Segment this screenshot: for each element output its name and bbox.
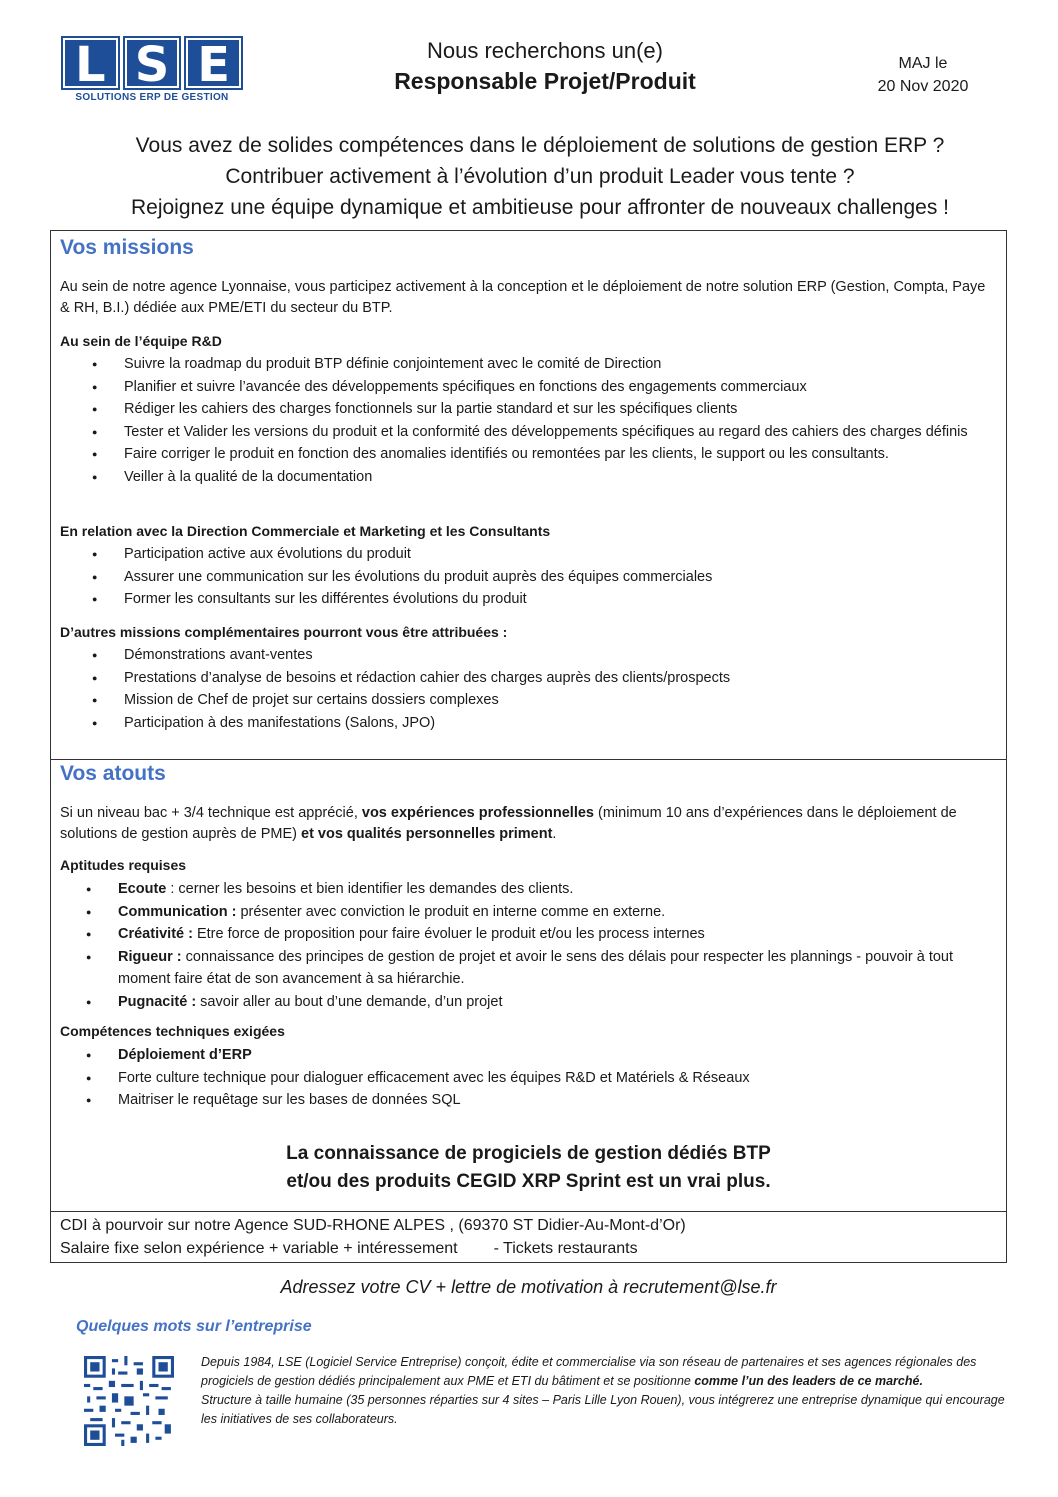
- maj-date: 20 Nov 2020: [877, 78, 969, 95]
- other-missions-list: [92, 644, 997, 734]
- logo-tagline: SOLUTIONS ERP DE GESTION: [75, 92, 229, 103]
- list-item: ● Pugnacité : savoir aller au bout d’une demande, d’un projet: [86, 991, 986, 1014]
- intro-block: [60, 130, 1020, 223]
- update-date: [858, 52, 988, 98]
- logo-letter-l: L: [61, 36, 120, 90]
- competences-heading: Compétences techniques exigées: [60, 1023, 285, 1039]
- list-item: ● Tester et Valider les versions du produit et la conformité des développements spécifiques au regard des cahiers des charges définis: [92, 421, 997, 444]
- title-line-1: Nous recherchons un(e): [426, 38, 663, 63]
- list-item: ● Mission de Chef de projet sur certains dossiers complexes: [92, 689, 997, 712]
- list-item: ● Déploiement d’ERP: [86, 1044, 986, 1067]
- about-paragraph: Structure à taille humaine (35 personnes réparties sur 4 sites – Paris Lille Lyon Rouen), vous intégrerez une entreprise dynamique qui encourage les initiatives de ses collaborateurs.: [201, 1393, 1005, 1426]
- job-title: Responsable Projet/Produit: [394, 68, 696, 94]
- list-item: ● Prestations d’analyse de besoins et rédaction cahier des charges auprès des clients/prospects: [92, 667, 997, 690]
- list-item: ● Rigueur : connaissance des principes de gestion de projet et avoir le sens des délais pour respecter les plannings - pouvoir à tout moment faire état de son avancement à sa hiérarchie.: [86, 946, 986, 991]
- atouts-intro: Si un niveau bac + 3/4 technique est apprécié, vos expériences professionnelles (minimum 10 ans d’expériences dans le déploiement de solutions de gestion auprès de PME) et vos qualités personnelles priment.: [60, 805, 957, 842]
- list-item: ● Rédiger les cahiers des charges fonctionnels sur la partie standard et sur les spécifiques clients: [92, 398, 997, 421]
- highlight-note: La connaissance de progiciels de gestion dédiés BTP et/ou des produits CEGID XRP Sprint est un vrai plus.: [286, 1143, 771, 1192]
- contract-salary: Salaire fixe selon expérience + variable + intéressement - Tickets restaurants: [60, 1240, 638, 1257]
- list-item: ● Forte culture technique pour dialoguer efficacement avec les équipes R&D et Matériels & Réseaux: [86, 1067, 986, 1090]
- list-item: ● Veiller à la qualité de la documentation: [92, 466, 997, 489]
- about-paragraph: Depuis 1984, LSE (Logiciel Service Entreprise) conçoit, édite et commercialise via son réseau de partenaires et ses agences régionales des progiciels de gestion dédiés principalement aux PME et ETI du bâtiment et se positionne comme l’un des leaders de ce marché.: [201, 1355, 977, 1388]
- company-logo: [61, 36, 243, 104]
- list-item: ● Ecoute : cerner les besoins et bien identifier les demandes des clients.: [86, 878, 986, 901]
- qr-code-icon[interactable]: [84, 1356, 174, 1446]
- section-divider: [50, 1211, 1007, 1212]
- list-item: ● Suivre la roadmap du produit BTP définie conjointement avec le comité de Direction: [92, 353, 997, 376]
- job-title-block: [380, 38, 710, 95]
- logo-letter-s: S: [123, 36, 182, 90]
- atouts-title: Vos atouts: [60, 762, 166, 785]
- contract-location: CDI à pourvoir sur notre Agence SUD-RHONE ALPES , (69370 ST Didier-Au-Mont-d’Or): [60, 1217, 686, 1234]
- other-missions-heading: D’autres missions complémentaires pourront vous être attribuées :: [60, 624, 508, 640]
- list-item: ● Faire corriger le produit en fonction des anomalies identifiés ou remontées par les clients, le support ou les consultants.: [92, 443, 997, 466]
- intro-line: Rejoignez une équipe dynamique et ambitieuse pour affronter de nouveaux challenges !: [130, 196, 949, 219]
- list-item: ● Former les consultants sur les différentes évolutions du produit: [92, 588, 997, 611]
- logo-letter-e: E: [184, 36, 243, 90]
- section-divider: [50, 759, 1007, 760]
- list-item: ● Communication : présenter avec conviction le produit en interne comme en externe.: [86, 901, 986, 924]
- intro-line: Vous avez de solides compétences dans le déploiement de solutions de gestion ERP ?: [135, 134, 945, 157]
- missions-title: Vos missions: [60, 236, 194, 259]
- list-item: ● Maitriser le requêtage sur les bases de données SQL: [86, 1089, 986, 1112]
- list-item: ● Créativité : Etre force de proposition pour faire évoluer le produit et/ou les process internes: [86, 923, 986, 946]
- competences-list: [86, 1044, 986, 1112]
- list-item: ● Participation active aux évolutions du produit: [92, 543, 997, 566]
- list-item: ● Participation à des manifestations (Salons, JPO): [92, 712, 997, 735]
- maj-label: MAJ le: [898, 55, 948, 72]
- missions-intro: Au sein de notre agence Lyonnaise, vous participez activement à la conception et le déploiement de notre solution ERP (Gestion, Compta, Paye & RH, B.I.) dédiée aux PME/ETI du secteur du BTP.: [60, 279, 986, 316]
- intro-line: Contribuer activement à l’évolution d’un produit Leader vous tente ?: [225, 165, 855, 188]
- list-item: ● Planifier et suivre l’avancée des développements spécifiques en fonctions des engagements commerciaux: [92, 376, 997, 399]
- rd-heading: Au sein de l’équipe R&D: [60, 333, 222, 349]
- about-text: [201, 1353, 1009, 1429]
- contract-info: [60, 1214, 686, 1260]
- aptitudes-list: [86, 878, 986, 1013]
- list-item: ● Démonstrations avant-ventes: [92, 644, 997, 667]
- apply-instructions[interactable]: Adressez votre CV + lettre de motivation à recrutement@lse.fr: [280, 1277, 777, 1297]
- about-title: Quelques mots sur l’entreprise: [76, 1318, 312, 1335]
- aptitudes-heading: Aptitudes requises: [60, 857, 187, 873]
- commercial-list: [92, 543, 997, 611]
- list-item: ● Assurer une communication sur les évolutions du produit auprès des équipes commerciales: [92, 566, 997, 589]
- commercial-heading: En relation avec la Direction Commerciale et Marketing et les Consultants: [60, 523, 551, 539]
- rd-list: [92, 353, 997, 488]
